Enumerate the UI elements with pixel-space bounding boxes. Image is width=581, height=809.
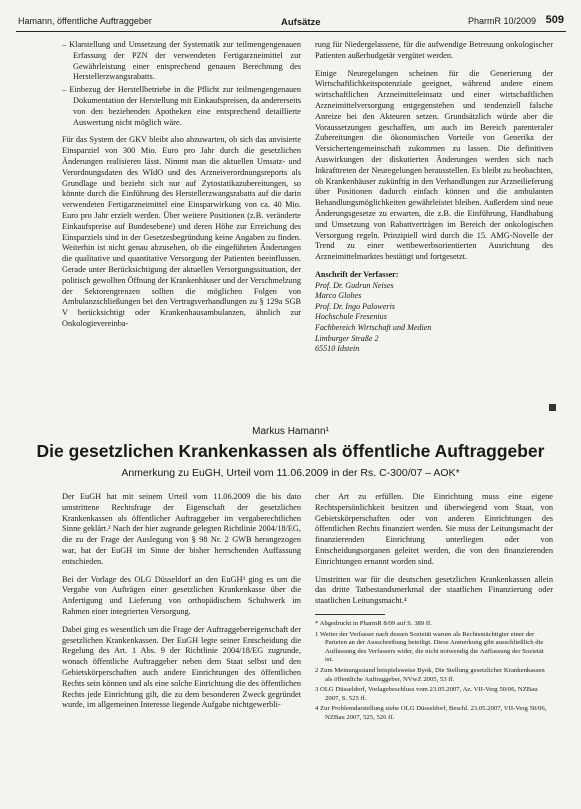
paragraph: Umstritten war für die deutschen gesetzlichen Krankenkassen allein das dritte Tatbestandsmerkmal der staatlichen Finanzierung oder staatlichen Leitungsmacht.⁴ xyxy=(315,574,553,606)
running-header xyxy=(16,14,566,30)
paragraph: Der EuGH hat mit seinem Urteil vom 11.06.2009 die bis dato umstrittene Rechtsfrage der Eigenschaft der gesetzlichen Krankenkassen als öffentlicher Auftraggeber im vergaberechtlichen Sinne geklärt.² Nach der hier zugrunde gelegten Richtlinie 2004/18/EG, die zu der Frage der Auslegung von § 98 Nr. 2 GWB herangezogen war, hat der EuGH im Sinne der bisher herrschenden Auffassung entschieden. xyxy=(62,492,301,566)
column-right-bottom xyxy=(315,492,553,725)
header-section: Aufsätze xyxy=(281,17,321,28)
paragraph: Einige Neuregelungen scheinen für die Generierung der Wirtschaftlichkeitspotenziale geeignet, während andere einem wirtschaftlichen Arzneimitteleinsatz und einer wirtschaftlichen Arzneimittelversorgung entgegenstehen und tendenziell falsche Anreize bei den Akteuren setzen. Grundsätzlich würde aber die Voraussetzungen geschaffen, um auch im Bereich parenteraler Zubereitungen die ökonomischen Vorteile von Generika der Versichertengemeinschaft zukommen zu lassen. Die definitiven Auswirkungen der diskutierten Änderungen werden sich nach Inkrafttreten der Neuregelungen herausstellen. Es bleibt zu beobachten, ob Krankenhäuser zukünftig in den Verhandlungen zur Arzneilieferung über Positionen dadurch einfach können und die ambulanten Behandlungsmöglichkeiten gewährleistet bleiben. Außerdem sind neue Änderungsgesetze zu erwarten, die z.B. die Einführung, Handhabung und Umsetzung von Rabattverträgen im Bereich der onkologischen Versorgung regeln. Prinzipiell wird durch die 15. AMG-Novelle der Trend zu einer wettbewerbsorientierten Ausrichtung des Arzneimittelmarktes bestätigt und fortgesetzt. xyxy=(315,68,553,262)
footnote: 2 Zum Meinungsstand beispielsweise Byok, Die Stellung gesetzlicher Krankenkassen als öffentliche Auftraggeber, NVwZ 2005, 53 ff. xyxy=(315,666,545,683)
footnote: 1 Weiter der Verfasser nach dessen Sozietät warum als Rechtsmächtigter einer der Parteien an der Ausschreibung beteiligt. Diese Anmerkung gibt ausschließlich die Auffassung des Verfassers wider, die nicht notwendig die Auffassung der Sozietät ist. xyxy=(315,630,544,664)
author-line: Fachbereich Wirtschaft und Medien xyxy=(315,322,432,332)
header-author: Hamann, öffentliche Auftraggeber xyxy=(18,16,152,26)
list-item: – Einbezug der Herstellbetriebe in die Pflicht zur teilmengengenauen Dokumentation der Herstellung mit Einkaufspreisen, da andererseits von den beziehenden Apotheken eine entsprechend detaillierte Auswertung nicht möglich wäre. xyxy=(62,85,301,127)
paragraph: cher Art zu erfüllen. Die Einrichtung muss eine eigene Rechtspersönlichkeit besitzen und überwiegend vom Staat, von Gebietskörperschaften oder von anderen Einrichtungen des öffentlichen Rechts finanziert werden. Sie muss der Leitungsmacht der finanzierenden Einrichtung unterliegen oder von Entscheidungsorganen geleitet werden, die von den finanzierenden Einrichtungen ernannt worden sind. xyxy=(315,492,553,566)
header-page-number: 509 xyxy=(545,14,564,26)
footnote: 4 Zur Problemdarstellung siehe OLG Düsseldorf, Beschl. 23.05.2007, VII-Verg 50/06, NZBau 2007, 525, 526 ff. xyxy=(315,705,547,721)
footnote: 3 OLG Düsseldorf, Vorlagebeschluss vom 23.05.2007, Az. VII-Verg 50/06, NZBau 2007, S. 525 ff. xyxy=(315,686,538,702)
author-line: Prof. Dr. Ingo Paloweris xyxy=(315,301,395,311)
footnote: * Abgedruckt in PharmR 8/09 auf S. 389 ff. xyxy=(315,619,432,627)
article-author: Markus Hamann¹ xyxy=(252,426,329,437)
column-left-bottom xyxy=(62,492,301,718)
column-left-top xyxy=(62,40,301,337)
author-address xyxy=(315,270,553,355)
article-title: Die gesetzlichen Krankenkassen als öffentliche Auftraggeber xyxy=(36,441,545,461)
author-line: Marco Globes xyxy=(315,291,362,301)
article-end-mark xyxy=(549,404,556,411)
paragraph: Bei der Vorlage des OLG Düsseldorf an den EuGH³ ging es um die Vergabe von Aufträgen einer gesetzlichen Krankenkasse über die Anfertigung und Lieferung von orthopädischem Schuhwerk im Rahmen einer integrierten Versorgung. xyxy=(62,574,301,616)
header-rule xyxy=(16,31,566,32)
column-right-top xyxy=(315,40,553,355)
author-line: Prof. Dr. Gudrun Neises xyxy=(315,280,394,290)
paragraph: rung für Niedergelassene, für die aufwendige Betreuung onkologischer Patienten außerbudgetär vergütet werden. xyxy=(315,40,553,60)
author-line: 65510 Idstein xyxy=(315,344,360,354)
author-address-label: Anschrift der Verfasser: xyxy=(315,269,399,279)
footnote-rule xyxy=(315,614,385,615)
list-item: – Klarstellung und Umsetzung der Systematik zur teilmengengenauen Erfassung der PZN der verwendeten Fertigarzneimittel zur Gewährleistung einer entsprechend genauen Berechnung des Herstellerzwangsrabatts. xyxy=(62,40,301,82)
author-line: Hochschule Fresenius xyxy=(315,312,387,322)
paragraph: Dabei ging es wesentlich um die Frage der Auftraggebereigenschaft der gesetzlichen Krankenkassen. Der EuGH legte seiner Entscheidung die Regelung des Art. 1 Abs. 9 der Richtlinie 2004/18/EG zugrunde, wonach öffentliche Auftraggeber neben dem Staat selbst und den Gebietskörperschaften auch andere Einrichtungen des öffentlichen Rechts sein können und als eine solche Einrichtung die des öffentlichen Rechts jede Einrichtung gilt, die zu dem besonderen Zweck gegründet wurde, im allgemeinen Interesse liegende Aufgabe nichtgewerbli- xyxy=(62,624,301,710)
header-journal: PharmR 10/2009 xyxy=(467,16,536,26)
paragraph: Für das System der GKV bleibt also abzuwarten, ob sich das anvisierte Einsparziel von 300 Mio. Euro pro Jahr durch die gesetzlichen Änderungen realisieren lässt. Nimmt man die aktuellen Umsatz- und Verordnungsdaten des WIdO und des Arzneiverordnungsreports als Grundlage und bezieht sich nur auf Zytostatikazubereitungen, so könnte durch die Einführung des Herstellerzwangsrabatts auf die darin verwendeten Fertigarzneimittel eine Einsparwirkung von ca. 40 Mio. Euro pro Jahr erzielt werden. Über weitere Positionen (z.B. veränderte Einkaufspreise auf Bundesebene) und deren Höhe zur Erreichung des Einsparziels sind in der Gesetzesbegründung keine Angaben zu finden. Weiterhin ist nicht genau abzusehen, ob die eingeführten Änderungen die qualitative und quantitative Versorgung der Patienten beeinflussen. Gerade unter Berücksichtigung der aktuellen Versorgungssituation, der politisch gewollten Öffnung der Krankenhäuser und der Verschmelzung der Sektorengrenzen sollten die möglichen Folgen von Ambulanzschließungen bei den Vertragsverhandlungen zu § 129a SGB V berücksichtigt oder Krankenhausambulanzen, ähnlich zur Onkologievereinba- xyxy=(62,135,301,328)
author-line: Limburger Straße 2 xyxy=(315,333,379,343)
article-subtitle: Anmerkung zu EuGH, Urteil vom 11.06.2009 in der Rs. C-300/07 – AOK* xyxy=(121,467,460,479)
